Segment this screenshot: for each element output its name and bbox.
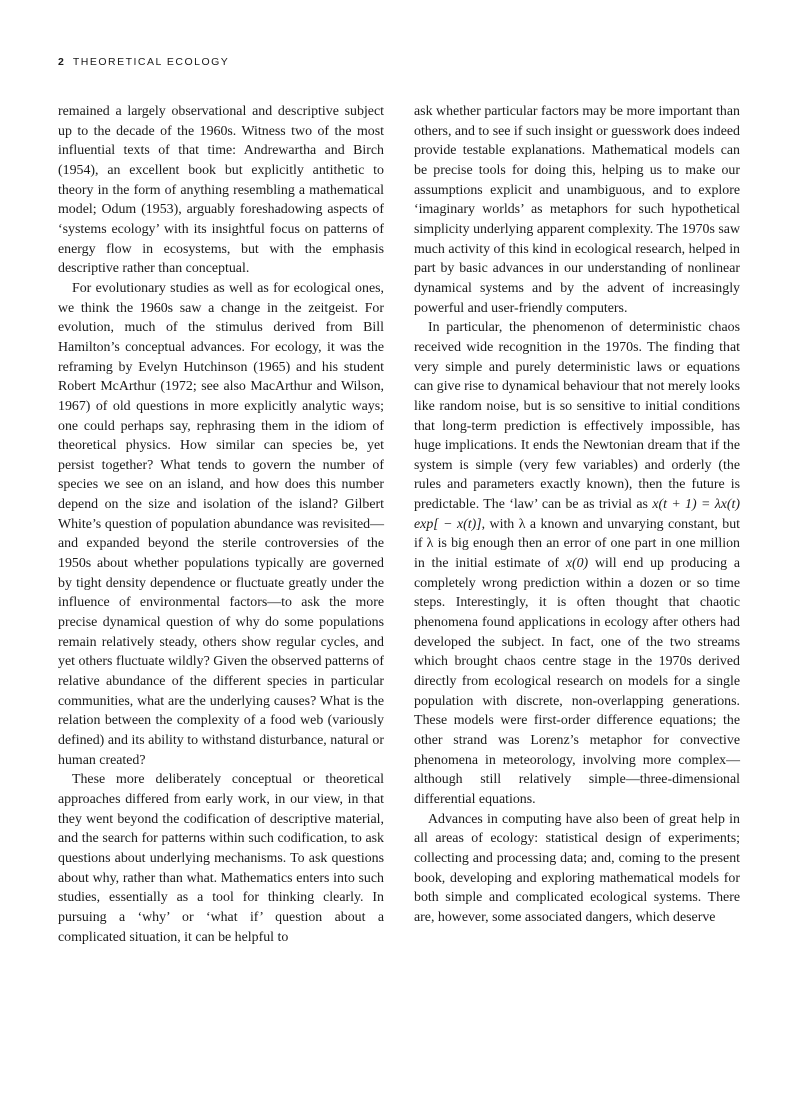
left-column xyxy=(58,102,384,947)
paragraph-text: In particular, the phenomenon of deterministic chaos received wide recognition in the 1970s. The finding that very simple and purely deterministic laws or equations can give rise to dynamical behaviour that not merely looks like random noise, but is so sensitive to initial conditions that long-term prediction is effectively impossible, has huge implications. It ends the Newtonian dream that if the system is simple (very few variables) and orderly (the rules and parameters exactly known), then the future is predictable. The ‘law’ can be as trivial as xyxy=(414,320,740,513)
ricker-equation: x(t + 1) = λx(t) exp[ − x(t)] xyxy=(414,497,740,532)
paragraph: These more deliberately conceptual or theoretical approaches differed from early work, in our view, in that they went beyond the codification of descriptive material, and the search for patterns within such codification, to ask questions about underlying mechanisms. To ask questions about why, rather than what. Mathematics enters into such studies, essentially as a tool for thinking clearly. In pursuing a ‘why’ or ‘what if’ question about a complicated situation, it can be helpful to xyxy=(58,772,384,945)
paragraph-text: , with λ a known and unvarying constant, but if λ is big enough then an error of one part in one million in the initial estimate of xyxy=(414,516,740,572)
paragraph-text: will end up producing a completely wrong prediction within a dozen or so time steps. Interestingly, it is often thought that chaotic phenomena found applications in ecology after others had developed the subject. In fact, one of the two streams which brought chaos centre stage in the 1970s derived directly from ecological research on models for a single population with discrete, non-overlapping generations. These models were first-order difference equations; the other strand was Lorenz’s metaphor for convective phenomena in meteorology, involving more complex—although still relatively simple—three-dimensional differential equations. xyxy=(414,556,740,807)
page-number: 2 xyxy=(58,56,64,68)
paragraph xyxy=(414,318,740,809)
paragraph: Advances in computing have also been of great help in all areas of ecology: statistical design of experiments; collecting and processing data; and, coming to the present book, developing and exploring mathematical models for both simple and complicated ecological systems. There are, however, some associated dangers, which deserve xyxy=(414,811,740,925)
initial-value-symbol: x(0) xyxy=(565,556,589,572)
paragraph: remained a largely observational and descriptive subject up to the decade of the 1960s. Witness two of the most influential texts of that time: Andrewartha and Birch (1954), an excellent book but explicitly antithetic to theory in the form of anything resembling a mathematical model; Odum (1953), arguably foreshadowing aspects of ‘systems ecology’ with its insightful focus on patterns of energy flow in ecosystems, but with the emphasis descriptive rather than conceptual. xyxy=(58,104,384,277)
right-column xyxy=(414,102,740,947)
paragraph: For evolutionary studies as well as for ecological ones, we think the 1960s saw a change in the zeitgeist. For evolution, much of the stimulus derived from Bill Hamilton’s conceptual advances. For ecology, it was the reframing by Evelyn Hutchinson (1965) and his student Robert McArthur (1972; see also MacArthur and Wilson, 1967) of old questions in more explicitly analytic ways; one could perhaps say, rephrasing them in the idiom of theoretical physics. How similar can species be, yet persist together? What tends to govern the number of species we see on an island, and how does this number depend on the size and isolation of the island? Gilbert White’s question of population abundance was revisited—and expanded beyond the sterile controversies of the 1950s about whether populations typically are governed by tight density dependence or fluctuate greatly under the influence of environmental factors—to ask the more precise dynamical question of why do some populations remain relatively steady, others show regular cycles, and yet others fluctuate wildly? Given the observed patterns of relative abundance of the different species in particular communities, what are the underlying causes? What is the relation between the complexity of a food web (variously defined) and its ability to withstand disturbance, natural or human created? xyxy=(58,280,384,768)
running-title: THEORETICAL ECOLOGY xyxy=(72,56,230,68)
paragraph: ask whether particular factors may be more important than others, and to see if such insight or guesswork does indeed provide testable explanations. Mathematical models can be precise tools for doing this, helping us to make our assumptions explicit and unambiguous, and to explore ‘imaginary worlds’ as metaphors for such hypothetical simplicity underlying apparent complexity. The 1970s saw much activity of this kind in ecological research, helped in part by basic advances in our understanding of nonlinear dynamical systems and by the advent of increasingly powerful and user-friendly computers. xyxy=(414,104,740,316)
running-head xyxy=(58,56,740,72)
text-columns xyxy=(58,102,740,947)
